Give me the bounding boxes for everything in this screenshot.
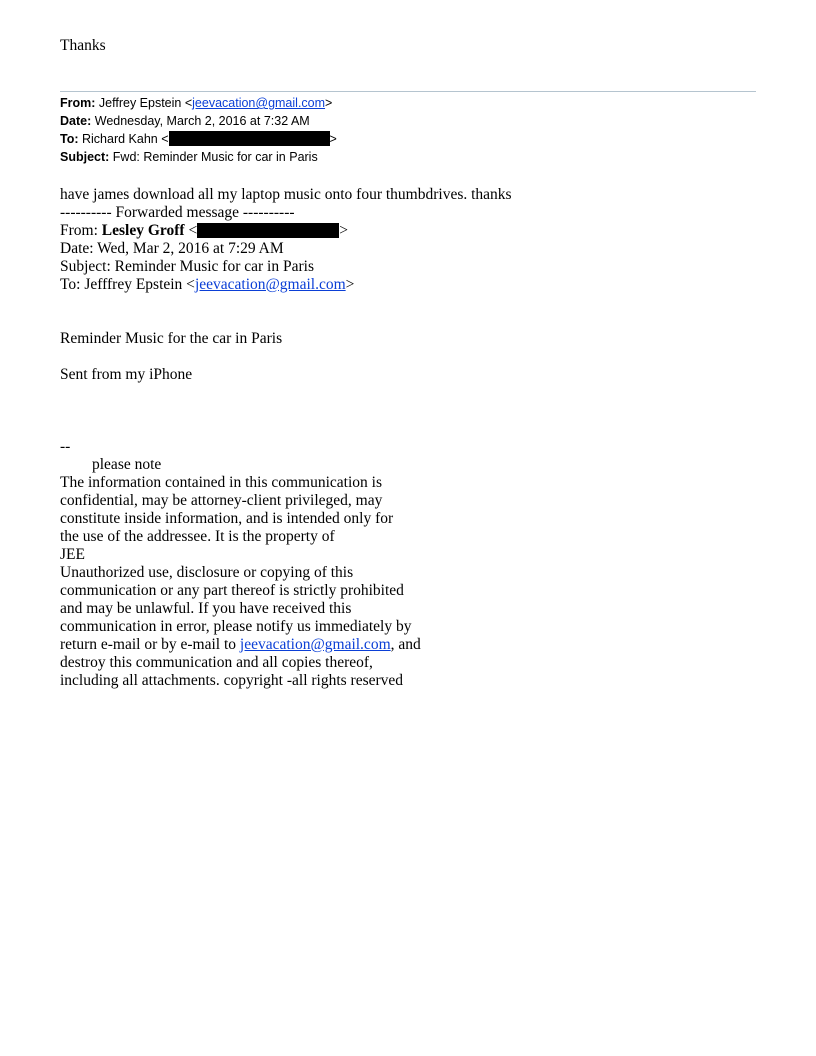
from-label: From: [60,96,96,110]
date-value: Wednesday, March 2, 2016 at 7:32 AM [94,114,310,128]
header-to [60,130,337,148]
disclaimer-line: communication in error, please notify us immediately by [60,618,412,635]
fwd-to-email-link[interactable]: jeevacation@gmail.com [194,276,346,293]
fwd-date: Date: Wed, Mar 2, 2016 at 7:29 AM [60,240,284,257]
disclaimer-line: Unauthorized use, disclosure or copying of this [60,564,354,581]
header-divider [60,91,756,92]
fwd-from-open: < [184,222,198,239]
fwd-subject: Subject: Reminder Music for car in Paris [60,258,314,275]
thanks-text: Thanks [60,37,106,54]
header-from [60,94,332,112]
disclaimer-line: JEE [60,546,85,563]
signature-dashes: -- [60,438,71,455]
header-date [60,112,310,130]
fwd-from-close: > [339,222,348,239]
disclaimer-line: The information contained in this communication is [60,474,382,491]
subject-value: Fwd: Reminder Music for car in Paris [112,150,318,164]
from-email-link[interactable]: jeevacation@gmail.com [192,96,326,110]
from-close: > [325,96,333,110]
to-close: > [329,132,337,146]
fwd-to-prefix: To: Jefffrey Epstein < [60,276,195,293]
date-label: Date: [60,114,92,128]
subject-label: Subject: [60,150,110,164]
to-name: Richard Kahn < [82,132,169,146]
fwd-from [60,222,348,240]
fwd-to-close: > [345,276,355,293]
forwarded-separator: ---------- Forwarded message ---------- [60,204,295,221]
disclaimer-line: including all attachments. copyright -all rights reserved [60,672,404,689]
disclaimer-email-suffix: , and [390,636,421,653]
disclaimer-email-link[interactable]: jeevacation@gmail.com [239,636,391,653]
from-name: Jeffrey Epstein < [98,96,193,110]
disclaimer-line: the use of the addressee. It is the property of [60,528,335,545]
disclaimer-line: confidential, may be attorney-client privileged, may [60,492,383,509]
fwd-from-name: Lesley Groff [101,222,185,239]
fwd-to [60,276,354,294]
disclaimer-line: destroy this communication and all copies thereof, [60,654,373,671]
disclaimer-line: and may be unlawful. If you have received this [60,600,352,617]
message-text: Reminder Music for the car in Paris [60,330,283,347]
body-line: have james download all my laptop music onto four thumbdrives. thanks [60,186,512,203]
disclaimer-line: communication or any part thereof is strictly prohibited [60,582,404,599]
signature-text: Sent from my iPhone [60,366,193,383]
redaction-bar [197,223,339,238]
disclaimer-email-line [60,636,421,654]
disclaimer-email-prefix: return e-mail or by e-mail to [60,636,240,653]
redaction-bar [169,131,330,146]
fwd-from-label: From: [60,222,102,239]
disclaimer-line: constitute inside information, and is intended only for [60,510,394,527]
header-subject [60,148,318,166]
to-label: To: [60,132,79,146]
disclaimer-note: please note [92,456,162,473]
